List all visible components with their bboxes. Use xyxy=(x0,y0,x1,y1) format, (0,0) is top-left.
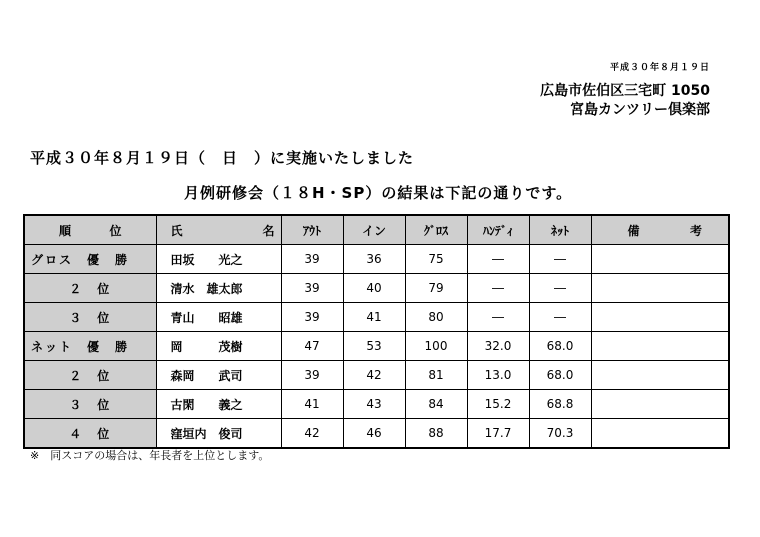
gross-score: 100 xyxy=(405,332,467,361)
in-score: 41 xyxy=(343,303,405,332)
out-score: 47 xyxy=(281,332,343,361)
gross-score: 75 xyxy=(405,245,467,274)
handicap-value: 15.2 xyxy=(467,390,529,419)
table-row xyxy=(24,245,729,274)
handicap-value: ― xyxy=(467,274,529,303)
in-score: 40 xyxy=(343,274,405,303)
header-rank-char-2: 位 xyxy=(109,223,122,238)
player-name: 岡 茂樹 xyxy=(156,332,281,361)
net-score: ― xyxy=(529,303,591,332)
rank-cell: ネット 優 勝 xyxy=(24,332,156,361)
table-row xyxy=(24,390,729,419)
out-score: 39 xyxy=(281,303,343,332)
player-name: 窪垣内 俊司 xyxy=(156,419,281,449)
player-name: 田坂 光之 xyxy=(156,245,281,274)
header-gross: ｸﾞﾛｽ xyxy=(405,215,467,245)
table-row xyxy=(24,303,729,332)
in-score: 36 xyxy=(343,245,405,274)
header-handicap: ﾊﾝﾃﾞｨ xyxy=(467,215,529,245)
in-score: 46 xyxy=(343,419,405,449)
out-score: 42 xyxy=(281,419,343,449)
header-name-char-2: 名 xyxy=(262,223,275,238)
in-score: 42 xyxy=(343,361,405,390)
handicap-value: 32.0 xyxy=(467,332,529,361)
out-score: 39 xyxy=(281,245,343,274)
table-header-row xyxy=(24,215,729,245)
player-name: 森岡 武司 xyxy=(156,361,281,390)
rank-cell: ４ 位 xyxy=(24,419,156,449)
net-score: ― xyxy=(529,274,591,303)
rank-cell: グロス 優 勝 xyxy=(24,245,156,274)
net-score: 68.0 xyxy=(529,332,591,361)
handicap-value: ― xyxy=(467,303,529,332)
gross-score: 88 xyxy=(405,419,467,449)
handicap-value: 13.0 xyxy=(467,361,529,390)
gross-score: 80 xyxy=(405,303,467,332)
header-name xyxy=(156,215,281,245)
handicap-value: 17.7 xyxy=(467,419,529,449)
out-score: 41 xyxy=(281,390,343,419)
document-date: 平成３０年８月１９日 xyxy=(609,63,710,73)
table-row xyxy=(24,361,729,390)
rank-cell: ３ 位 xyxy=(24,303,156,332)
rank-cell: ３ 位 xyxy=(24,390,156,419)
remarks-cell xyxy=(591,361,729,390)
net-score: 70.3 xyxy=(529,419,591,449)
gross-score: 79 xyxy=(405,274,467,303)
header-remarks-char-1: 備 xyxy=(627,223,640,238)
header-rank-char-1: 順 xyxy=(59,223,72,238)
gross-score: 84 xyxy=(405,390,467,419)
intro-line-2: 月例研修会（１８H・SP）の結果は下記の通りです。 xyxy=(184,184,573,202)
out-score: 39 xyxy=(281,274,343,303)
header-in: イン xyxy=(343,215,405,245)
header-name-char-1: 氏 xyxy=(170,223,183,238)
in-score: 53 xyxy=(343,332,405,361)
player-name: 古閑 義之 xyxy=(156,390,281,419)
remarks-cell xyxy=(591,390,729,419)
remarks-cell xyxy=(591,419,729,449)
remarks-cell xyxy=(591,332,729,361)
player-name: 清水 雄太郎 xyxy=(156,274,281,303)
table-row xyxy=(24,274,729,303)
gross-score: 81 xyxy=(405,361,467,390)
club-address: 広島市佐伯区三宅町 1050 xyxy=(540,83,710,99)
footnote: ※ 同スコアの場合は、年長者を上位とします。 xyxy=(30,449,270,462)
remarks-cell xyxy=(591,303,729,332)
net-score: 68.0 xyxy=(529,361,591,390)
intro-line-1: 平成３０年８月１９日（ 日 ）に実施いたしました xyxy=(30,149,415,167)
header-remarks xyxy=(591,215,729,245)
player-name: 青山 昭雄 xyxy=(156,303,281,332)
rank-cell: ２ 位 xyxy=(24,274,156,303)
remarks-cell xyxy=(591,245,729,274)
rank-cell: ２ 位 xyxy=(24,361,156,390)
net-score: ― xyxy=(529,245,591,274)
table-row xyxy=(24,332,729,361)
header-out: ｱｳﾄ xyxy=(281,215,343,245)
club-name: 宮島カンツリー倶楽部 xyxy=(570,102,710,118)
table-row xyxy=(24,419,729,449)
header-remarks-char-2: 考 xyxy=(689,223,702,238)
net-score: 68.8 xyxy=(529,390,591,419)
handicap-value: ― xyxy=(467,245,529,274)
header-rank xyxy=(24,215,156,245)
in-score: 43 xyxy=(343,390,405,419)
header-net: ﾈｯﾄ xyxy=(529,215,591,245)
remarks-cell xyxy=(591,274,729,303)
out-score: 39 xyxy=(281,361,343,390)
results-table xyxy=(23,214,730,449)
